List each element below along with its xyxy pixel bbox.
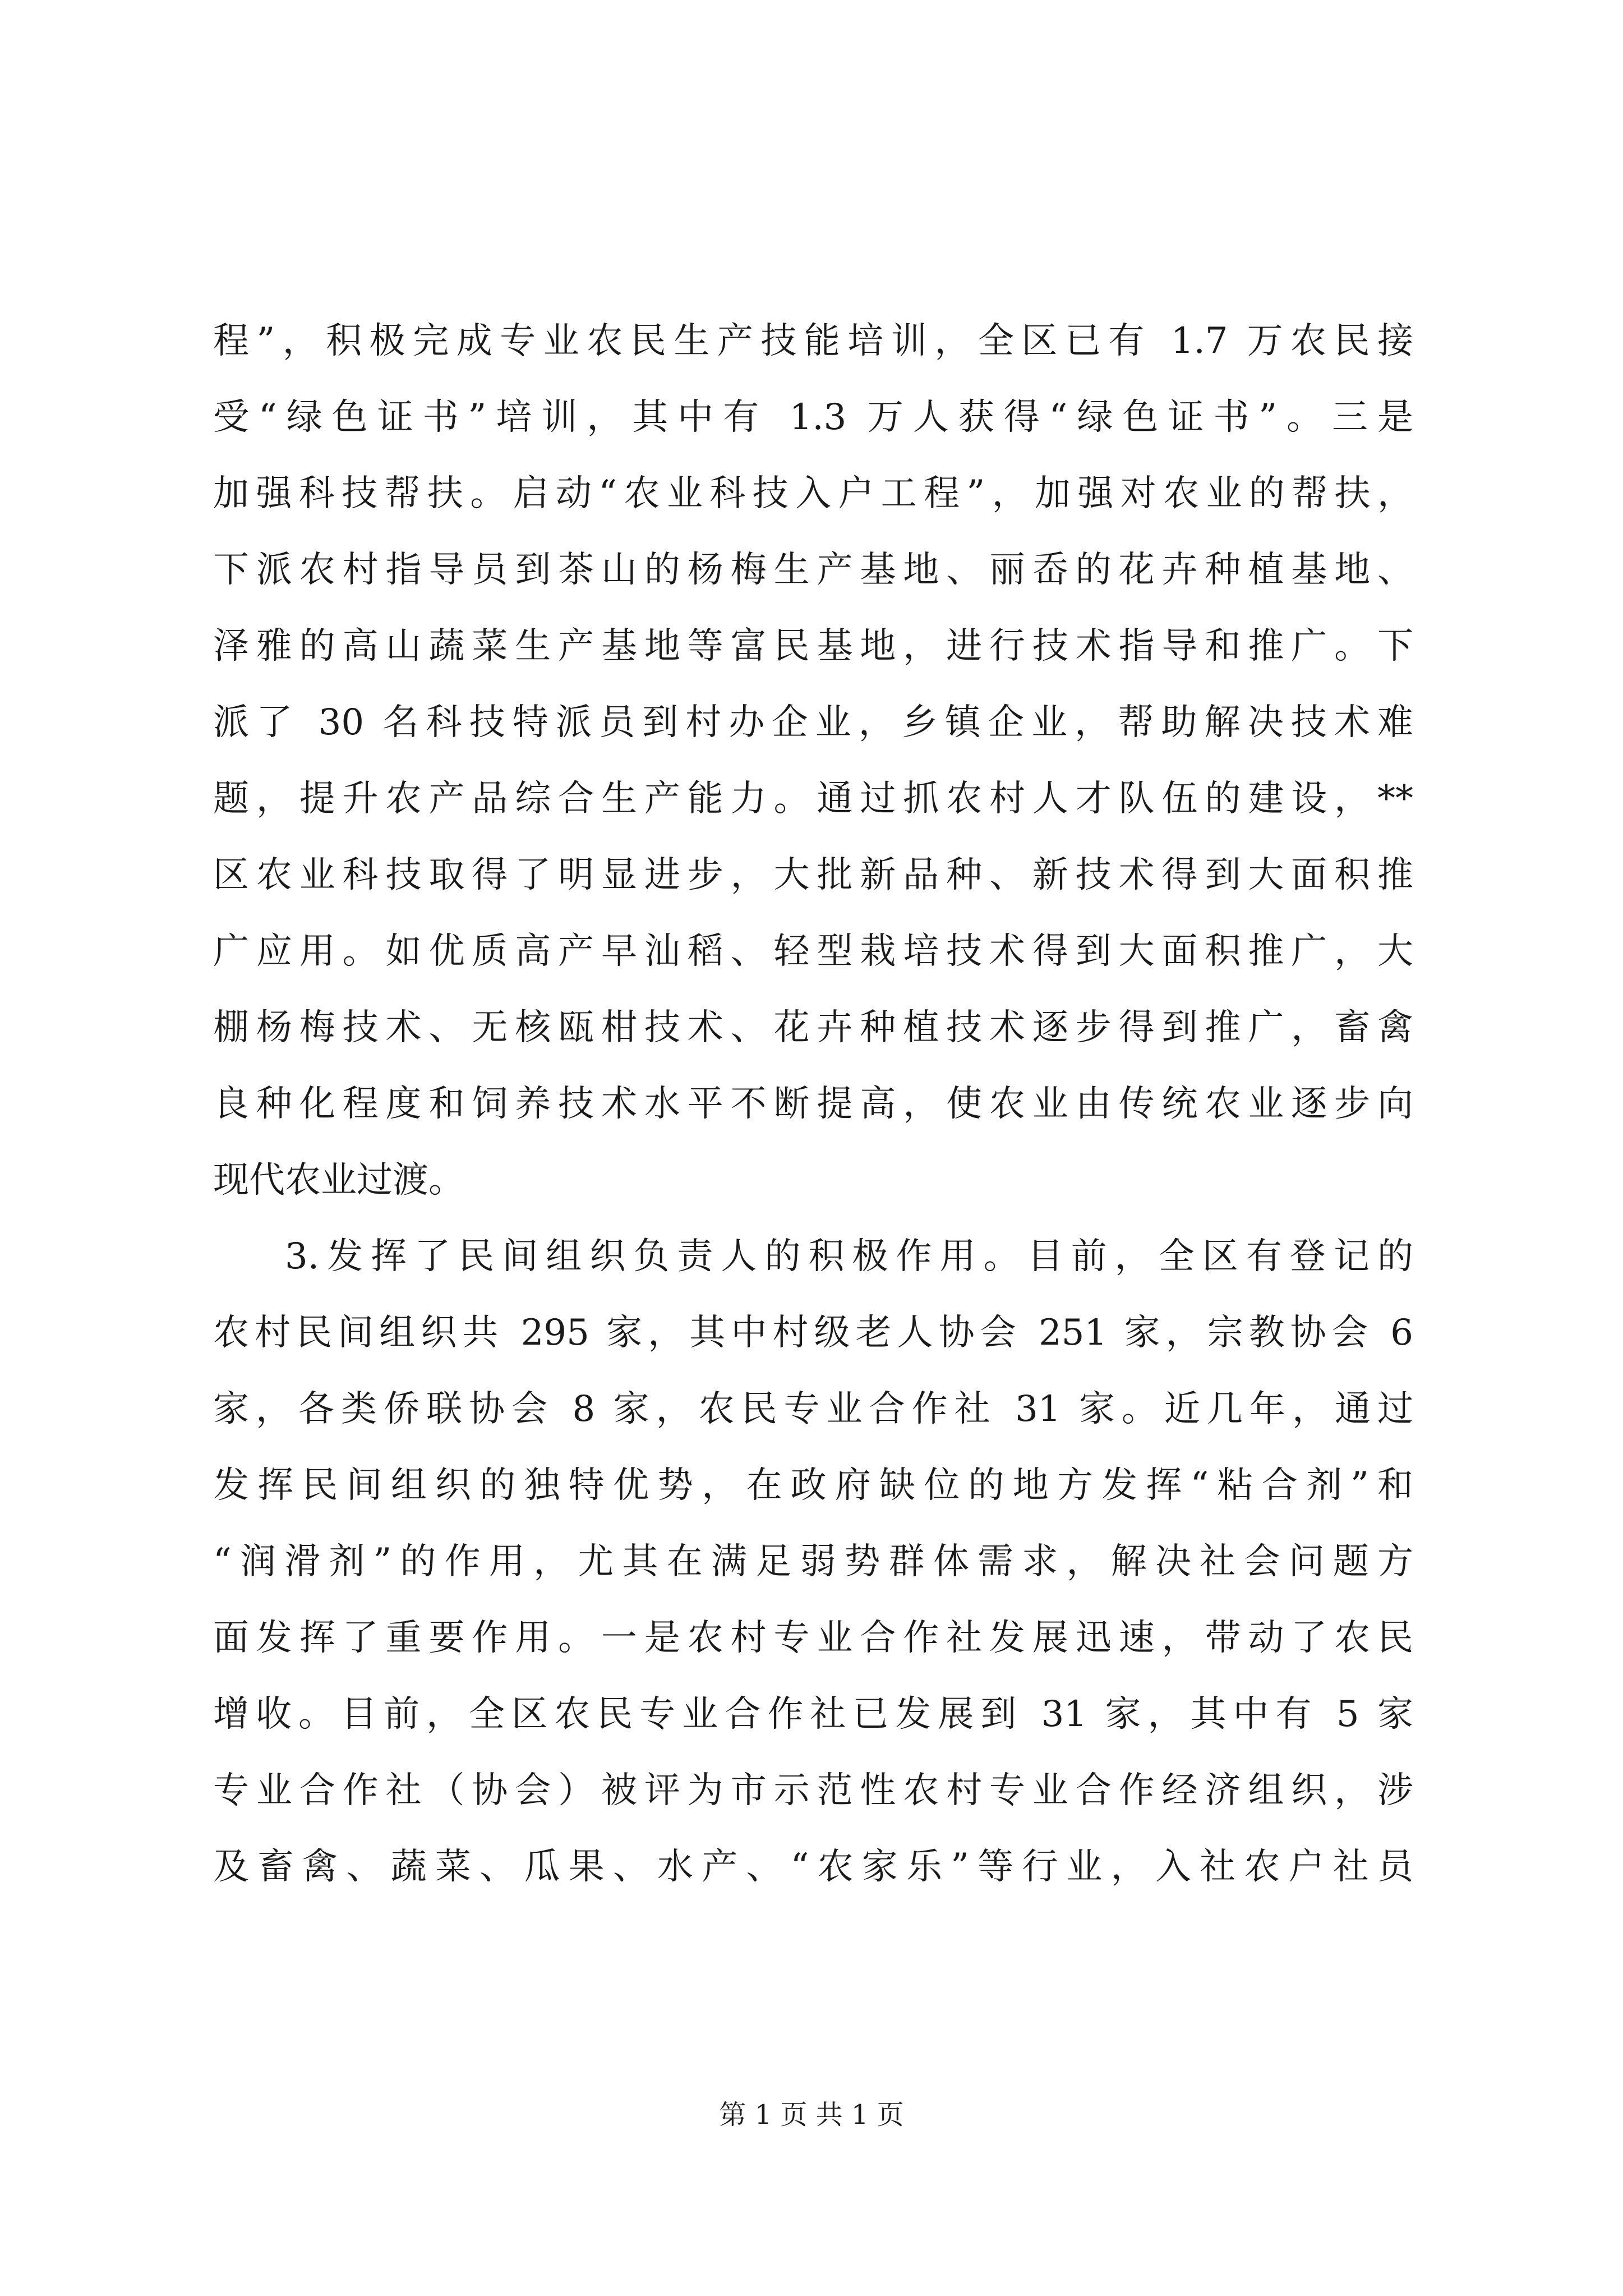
paragraph-1 <box>213 303 1413 1218</box>
text-line: 现代农业过渡。 <box>213 1159 464 1201</box>
text-line: 泽雅的高山蔬菜生产基地等富民基地，进行技术指导和推广。下 <box>213 625 1413 667</box>
text-line: “润滑剂”的作用，尤其在满足弱势群体需求，解决社会问题方 <box>213 1541 1413 1582</box>
text-line: 发挥民间组织的独特优势，在政府缺位的地方发挥“粘合剂”和 <box>213 1465 1413 1506</box>
text-line: 题，提升农产品综合生产能力。通过抓农村人才队伍的建设，** <box>213 778 1413 820</box>
document-body <box>213 303 1413 1905</box>
text-line: 面发挥了重要作用。一是农村专业合作社发展迅速，带动了农民 <box>213 1617 1413 1659</box>
text-line: 专业合作社（协会）被评为市示范性农村专业合作经济组织，涉 <box>213 1770 1413 1811</box>
text-line: 农村民间组织共 295 家，其中村级老人协会 251 家，宗教协会 6 <box>213 1312 1413 1354</box>
page-number-footer: 第 1 页 共 1 页 <box>719 2099 904 2131</box>
paragraph-2 <box>213 1218 1413 1905</box>
text-line: 及畜禽、蔬菜、瓜果、水产、“农家乐”等行业，入社农户社员 <box>213 1846 1413 1888</box>
text-line: 家，各类侨联协会 8 家，农民专业合作社 31 家。近几年，通过 <box>213 1388 1413 1430</box>
text-line: 区农业科技取得了明显进步，大批新品种、新技术得到大面积推 <box>213 854 1413 896</box>
text-line: 棚杨梅技术、无核瓯柑技术、花卉种植技术逐步得到推广，畜禽 <box>213 1007 1413 1048</box>
text-line: 良种化程度和饲养技术水平不断提高，使农业由传统农业逐步向 <box>213 1083 1413 1125</box>
text-line: 3.发挥了民间组织负责人的积极作用。目前，全区有登记的 <box>285 1236 1413 1277</box>
text-line: 增收。目前，全区农民专业合作社已发展到 31 家，其中有 5 家 <box>213 1694 1413 1735</box>
text-line: 受“绿色证书”培训，其中有 1.3 万人获得“绿色证书”。三是 <box>213 397 1413 438</box>
text-line: 下派农村指导员到茶山的杨梅生产基地、丽岙的花卉种植基地、 <box>213 549 1413 591</box>
text-line: 派了 30 名科技特派员到村办企业，乡镇企业，帮助解决技术难 <box>213 702 1413 743</box>
text-line: 广应用。如优质高产早汕稻、轻型栽培技术得到大面积推广，大 <box>213 931 1413 972</box>
text-line: 程”，积极完成专业农民生产技能培训，全区已有 1.7 万农民接 <box>213 320 1413 362</box>
text-line: 加强科技帮扶。启动“农业科技入户工程”，加强对农业的帮扶， <box>213 473 1413 514</box>
